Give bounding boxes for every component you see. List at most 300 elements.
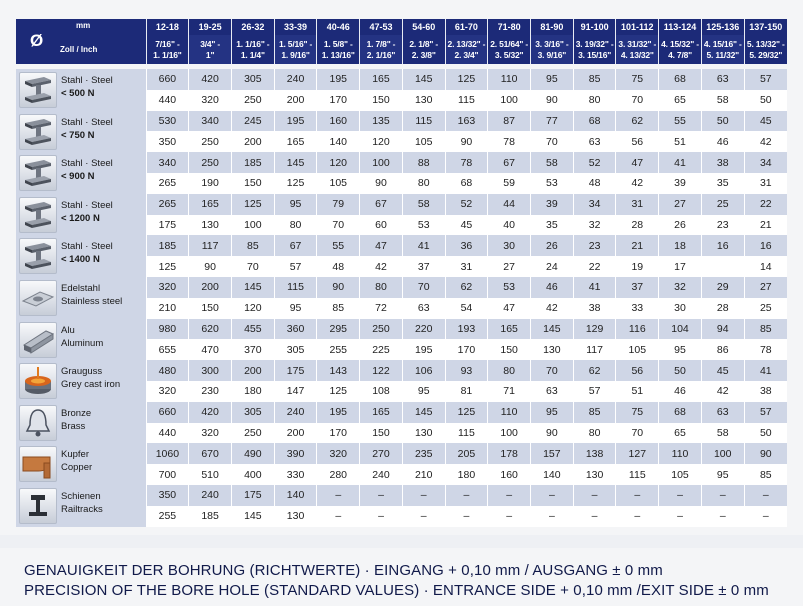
column-mm-range: 54-60 <box>402 19 445 35</box>
inch-range-to: 2. 3/4" <box>454 49 479 60</box>
value-cell: 400 <box>231 464 274 485</box>
steel-beam-icon <box>19 197 57 233</box>
value-cell: 125 <box>231 194 274 215</box>
value-cell: – <box>616 506 659 527</box>
value-cell: 22 <box>573 256 616 277</box>
value-cell: 145 <box>274 152 317 173</box>
value-cell: 58 <box>531 152 574 173</box>
value-cell: 51 <box>659 131 702 152</box>
value-cell: 85 <box>744 319 787 340</box>
value-cell: 250 <box>189 131 232 152</box>
value-cell: 125 <box>445 402 488 423</box>
table-row <box>16 277 787 298</box>
value-cell: 26 <box>659 215 702 236</box>
value-cell: 80 <box>573 423 616 444</box>
steel-beam-icon <box>19 155 57 191</box>
value-cell: 115 <box>402 111 445 132</box>
inch-range-from: 2. 51/64" - <box>490 38 529 49</box>
value-cell: 39 <box>659 173 702 194</box>
value-cell: 200 <box>189 277 232 298</box>
value-cell: 38 <box>701 152 744 173</box>
value-cell: 50 <box>701 111 744 132</box>
value-cell: 50 <box>744 90 787 111</box>
inch-range-to: 5. 11/32" <box>706 49 739 60</box>
value-cell: 68 <box>659 69 702 90</box>
column-mm-range: 113-124 <box>659 19 702 35</box>
material-name-german: Stahl · Steel <box>61 199 113 211</box>
value-cell: – <box>701 506 744 527</box>
bell-icon <box>19 405 57 441</box>
material-cell <box>16 69 146 111</box>
value-cell: 150 <box>231 173 274 194</box>
material-cell <box>16 111 146 153</box>
value-cell: 26 <box>531 235 574 256</box>
value-cell: 47 <box>616 152 659 173</box>
value-cell: 86 <box>701 339 744 360</box>
value-cell: 150 <box>488 339 531 360</box>
value-cell: 225 <box>360 339 403 360</box>
value-cell: 95 <box>659 339 702 360</box>
value-cell: 320 <box>146 381 189 402</box>
value-cell: 31 <box>744 173 787 194</box>
inch-range-from: 1. 7/8" - <box>366 38 396 49</box>
value-cell: 130 <box>402 423 445 444</box>
value-cell: 280 <box>317 464 360 485</box>
inch-range-from: 7/16" - <box>155 38 180 49</box>
value-cell: – <box>317 506 360 527</box>
value-cell: 145 <box>531 319 574 340</box>
value-cell: 41 <box>402 235 445 256</box>
inch-range-to: 3. 5/32" <box>494 49 524 60</box>
value-cell: 115 <box>616 464 659 485</box>
inch-range-to: 3. 15/16" <box>578 49 612 60</box>
column-mm-range: 47-53 <box>360 19 403 35</box>
value-cell: 180 <box>231 381 274 402</box>
value-cell: – <box>360 506 403 527</box>
inch-range-to: 2. 1/16" <box>366 49 396 60</box>
material-label <box>61 448 92 474</box>
value-cell: 17 <box>659 256 702 277</box>
value-cell: 320 <box>189 90 232 111</box>
value-cell: 480 <box>146 360 189 381</box>
value-cell: 90 <box>317 277 360 298</box>
value-cell: 200 <box>274 423 317 444</box>
stainless-plate-icon <box>19 280 57 316</box>
value-cell: – <box>573 506 616 527</box>
value-cell: 195 <box>317 69 360 90</box>
value-cell: 19 <box>616 256 659 277</box>
value-cell: – <box>445 485 488 506</box>
value-cell: 195 <box>402 339 445 360</box>
value-cell: 57 <box>744 69 787 90</box>
value-cell: 170 <box>317 423 360 444</box>
material-name-english: Stainless steel <box>61 295 123 307</box>
value-cell: 45 <box>701 360 744 381</box>
material-cell <box>16 319 146 361</box>
value-cell: 120 <box>360 131 403 152</box>
value-cell: 70 <box>616 90 659 111</box>
value-cell: 100 <box>360 152 403 173</box>
value-cell <box>701 256 744 277</box>
value-cell: 230 <box>189 381 232 402</box>
value-cell: – <box>402 485 445 506</box>
column-mm-range: 137-150 <box>744 19 787 35</box>
value-cell: 240 <box>274 402 317 423</box>
table-row <box>16 443 787 464</box>
value-cell: 68 <box>659 402 702 423</box>
value-cell: 110 <box>659 443 702 464</box>
value-cell: 56 <box>616 131 659 152</box>
column-inch-range <box>659 35 702 64</box>
value-cell: 180 <box>445 464 488 485</box>
value-cell: 27 <box>488 256 531 277</box>
material-name-german: Stahl · Steel <box>61 158 113 170</box>
value-cell: 87 <box>488 111 531 132</box>
value-cell: 270 <box>360 443 403 464</box>
cutting-values-table <box>16 19 787 527</box>
value-cell: 58 <box>402 194 445 215</box>
value-cell: 80 <box>402 173 445 194</box>
value-cell: 33 <box>616 298 659 319</box>
value-cell: 57 <box>573 381 616 402</box>
value-cell: 1060 <box>146 443 189 464</box>
column-inch-range <box>360 35 403 64</box>
material-cell <box>16 402 146 444</box>
value-cell: 300 <box>189 360 232 381</box>
material-label <box>61 490 103 516</box>
cast-iron-pot-icon <box>19 363 57 399</box>
value-cell: 165 <box>274 131 317 152</box>
aluminum-profile-icon <box>19 322 57 358</box>
value-cell: 420 <box>189 402 232 423</box>
value-cell: 245 <box>231 111 274 132</box>
material-cell <box>16 443 146 485</box>
value-cell: 47 <box>360 235 403 256</box>
value-cell: 63 <box>573 131 616 152</box>
table-row <box>16 319 787 340</box>
column-mm-range: 71-80 <box>488 19 531 35</box>
value-cell: 700 <box>146 464 189 485</box>
value-cell: 68 <box>573 111 616 132</box>
value-cell: 185 <box>146 235 189 256</box>
value-cell: 24 <box>531 256 574 277</box>
value-cell: 67 <box>274 235 317 256</box>
material-name-german: Stahl · Steel <box>61 241 113 253</box>
value-cell: 95 <box>701 464 744 485</box>
value-cell: 57 <box>274 256 317 277</box>
value-cell: 370 <box>231 339 274 360</box>
value-cell: 65 <box>659 90 702 111</box>
inch-range-from: 1. 5/8" - <box>323 38 353 49</box>
value-cell: 58 <box>701 90 744 111</box>
value-cell: 63 <box>701 402 744 423</box>
inch-range-from: 1. 5/16" - <box>278 38 313 49</box>
value-cell: 32 <box>573 215 616 236</box>
table-row <box>16 152 787 173</box>
column-inch-range <box>445 35 488 64</box>
value-cell: 90 <box>360 173 403 194</box>
value-cell: 42 <box>616 173 659 194</box>
material-label <box>61 324 103 350</box>
material-name-german: Stahl · Steel <box>61 116 113 128</box>
value-cell: 195 <box>274 111 317 132</box>
value-cell: 129 <box>573 319 616 340</box>
value-cell: 58 <box>701 423 744 444</box>
value-cell: 85 <box>744 464 787 485</box>
value-cell: 120 <box>231 298 274 319</box>
value-cell: 56 <box>616 360 659 381</box>
value-cell: 116 <box>616 319 659 340</box>
value-cell: 48 <box>573 173 616 194</box>
value-cell: 100 <box>488 90 531 111</box>
material-label <box>61 157 113 183</box>
value-cell: – <box>659 506 702 527</box>
value-cell: 70 <box>616 423 659 444</box>
inch-range-to: 3. 9/16" <box>537 49 567 60</box>
value-cell: 620 <box>189 319 232 340</box>
value-cell: 90 <box>531 90 574 111</box>
value-cell: 70 <box>531 131 574 152</box>
value-cell: 41 <box>573 277 616 298</box>
inch-range-from: 5. 13/32" - <box>746 38 785 49</box>
value-cell: 240 <box>274 69 317 90</box>
column-mm-range: 125-136 <box>701 19 744 35</box>
value-cell: 42 <box>744 131 787 152</box>
material-name-english: Aluminum <box>61 337 104 349</box>
table-row <box>16 235 787 256</box>
material-name-english: < 500 N <box>61 88 95 99</box>
footer-precision-note <box>0 548 803 606</box>
value-cell: 62 <box>445 277 488 298</box>
value-cell: 175 <box>231 485 274 506</box>
column-inch-range <box>744 35 787 64</box>
value-cell: 150 <box>189 298 232 319</box>
value-cell: 670 <box>189 443 232 464</box>
value-cell: 106 <box>402 360 445 381</box>
value-cell: 240 <box>360 464 403 485</box>
inch-range-from: 4. 15/32" - <box>661 38 699 49</box>
material-name-english: Copper <box>61 462 93 474</box>
inch-range-from: 3/4" - <box>200 38 221 49</box>
value-cell: 140 <box>317 131 360 152</box>
value-cell: 72 <box>360 298 403 319</box>
value-cell: 85 <box>317 298 360 319</box>
value-cell: 81 <box>445 381 488 402</box>
value-cell: 79 <box>317 194 360 215</box>
material-name-english: < 900 N <box>61 171 95 183</box>
value-cell: 38 <box>744 381 787 402</box>
value-cell: 25 <box>744 298 787 319</box>
value-cell: 53 <box>402 215 445 236</box>
value-cell: 147 <box>274 381 317 402</box>
value-cell: 250 <box>231 90 274 111</box>
material-name-german: Stahl · Steel <box>61 75 113 86</box>
value-cell: 420 <box>189 69 232 90</box>
material-cell <box>16 194 146 236</box>
value-cell: 125 <box>146 256 189 277</box>
material-name-german: Kupfer <box>61 449 89 461</box>
value-cell: 80 <box>274 215 317 236</box>
value-cell: 100 <box>488 423 531 444</box>
value-cell: 145 <box>402 402 445 423</box>
copper-gutter-icon <box>19 446 57 482</box>
value-cell: 38 <box>573 298 616 319</box>
value-cell: 80 <box>573 90 616 111</box>
value-cell: 980 <box>146 319 189 340</box>
material-label <box>61 116 113 142</box>
value-cell: – <box>701 485 744 506</box>
value-cell: 16 <box>701 235 744 256</box>
value-cell: 50 <box>744 423 787 444</box>
material-label <box>61 199 113 225</box>
value-cell: – <box>659 485 702 506</box>
value-cell: 165 <box>189 194 232 215</box>
material-name-english: < 750 N <box>61 129 95 141</box>
column-inch-range <box>274 35 317 64</box>
inch-range-to: 1. 1/4" <box>240 49 265 60</box>
value-cell: – <box>531 485 574 506</box>
steel-beam-icon <box>19 238 57 274</box>
inch-range-to: 1. 13/16" <box>321 49 355 60</box>
precision-note-german: GENAUIGKEIT DER BOHRUNG (RICHTWERTE) · EINGANG + 0,10 mm / AUSGANG ± 0 mm <box>24 562 663 579</box>
value-cell: 34 <box>573 194 616 215</box>
steel-beam-icon <box>19 72 57 108</box>
value-cell: 62 <box>573 360 616 381</box>
value-cell: 130 <box>573 464 616 485</box>
value-cell: 28 <box>616 215 659 236</box>
value-cell: 41 <box>659 152 702 173</box>
value-cell: 46 <box>701 131 744 152</box>
value-cell: 50 <box>659 360 702 381</box>
value-cell: 18 <box>659 235 702 256</box>
value-cell: 77 <box>531 111 574 132</box>
value-cell: 120 <box>317 152 360 173</box>
value-cell: 193 <box>445 319 488 340</box>
value-cell: 150 <box>360 90 403 111</box>
value-cell: 205 <box>445 443 488 464</box>
value-cell: 75 <box>616 69 659 90</box>
value-cell: 165 <box>360 69 403 90</box>
value-cell: 145 <box>231 506 274 527</box>
value-cell: 320 <box>189 423 232 444</box>
value-cell: 63 <box>531 381 574 402</box>
value-cell: 105 <box>616 339 659 360</box>
value-cell: 125 <box>317 381 360 402</box>
value-cell: 660 <box>146 69 189 90</box>
value-cell: 30 <box>659 298 702 319</box>
value-cell: 35 <box>531 215 574 236</box>
value-cell: 31 <box>616 194 659 215</box>
value-cell: 95 <box>531 69 574 90</box>
column-inch-range <box>146 35 189 64</box>
value-cell: 110 <box>488 402 531 423</box>
value-cell: 240 <box>189 485 232 506</box>
material-name-english: Brass <box>61 420 86 432</box>
value-cell: 125 <box>274 173 317 194</box>
value-cell: 163 <box>445 111 488 132</box>
value-cell: 660 <box>146 402 189 423</box>
value-cell: – <box>360 485 403 506</box>
value-cell: 530 <box>146 111 189 132</box>
value-cell: 78 <box>445 152 488 173</box>
value-cell: 68 <box>445 173 488 194</box>
value-cell: 78 <box>744 339 787 360</box>
value-cell: 55 <box>317 235 360 256</box>
material-name-german: Schienen <box>61 490 101 502</box>
value-cell: 41 <box>744 360 787 381</box>
value-cell: 53 <box>488 277 531 298</box>
table-row <box>16 194 787 215</box>
inch-range-from: 4. 15/16" - <box>703 38 742 49</box>
value-cell: 42 <box>531 298 574 319</box>
value-cell: 32 <box>659 277 702 298</box>
column-mm-range: 33-39 <box>274 19 317 35</box>
value-cell: 130 <box>274 506 317 527</box>
value-cell: 67 <box>488 152 531 173</box>
material-name-english: < 1400 N <box>61 254 100 266</box>
value-cell: 54 <box>445 298 488 319</box>
value-cell: 93 <box>445 360 488 381</box>
value-cell: 52 <box>445 194 488 215</box>
column-mm-range: 61-70 <box>445 19 488 35</box>
value-cell: 360 <box>274 319 317 340</box>
value-cell: 95 <box>274 298 317 319</box>
value-cell: 70 <box>531 360 574 381</box>
value-cell: 34 <box>744 152 787 173</box>
value-cell: 37 <box>402 256 445 277</box>
column-mm-range: 19-25 <box>189 19 232 35</box>
value-cell: 143 <box>317 360 360 381</box>
value-cell: 178 <box>488 443 531 464</box>
material-label <box>61 282 122 308</box>
diameter-symbol: Ø <box>30 31 44 50</box>
value-cell: 235 <box>402 443 445 464</box>
value-cell: 52 <box>573 152 616 173</box>
value-cell: – <box>573 485 616 506</box>
value-cell: 200 <box>274 90 317 111</box>
column-mm-range: 81-90 <box>531 19 574 35</box>
value-cell: 60 <box>360 215 403 236</box>
value-cell: 265 <box>146 194 189 215</box>
column-inch-range <box>317 35 360 64</box>
value-cell: 31 <box>445 256 488 277</box>
value-cell: 150 <box>360 423 403 444</box>
value-cell: 655 <box>146 339 189 360</box>
unit-mm-label: mm <box>76 21 91 30</box>
value-cell: 88 <box>402 152 445 173</box>
value-cell: 250 <box>189 152 232 173</box>
value-cell: 70 <box>402 277 445 298</box>
value-cell: 175 <box>146 215 189 236</box>
value-cell: 94 <box>701 319 744 340</box>
material-label <box>61 407 91 433</box>
value-cell: 130 <box>531 339 574 360</box>
material-label <box>61 74 113 100</box>
value-cell: 51 <box>616 381 659 402</box>
value-cell: 510 <box>189 464 232 485</box>
value-cell: 200 <box>231 360 274 381</box>
table-row <box>16 111 787 132</box>
value-cell: 42 <box>360 256 403 277</box>
material-cell <box>16 277 146 319</box>
inch-range-from: 3. 31/32" - <box>618 38 657 49</box>
table-row <box>16 485 787 506</box>
value-cell: 165 <box>360 402 403 423</box>
material-name-english: Railtracks <box>61 503 103 515</box>
value-cell: 140 <box>531 464 574 485</box>
column-inch-range <box>402 35 445 64</box>
value-cell: 85 <box>573 402 616 423</box>
